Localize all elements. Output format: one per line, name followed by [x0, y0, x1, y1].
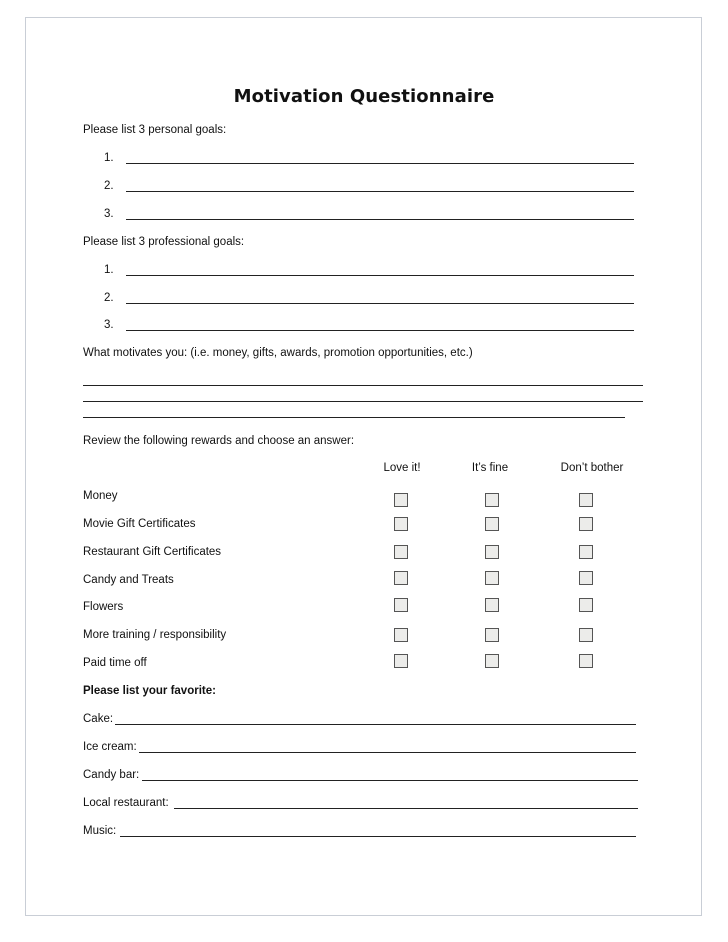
- personal-goals-prompt: Please list 3 personal goals:: [83, 124, 227, 136]
- its-fine-checkbox[interactable]: [485, 517, 499, 531]
- love-it-checkbox[interactable]: [394, 571, 408, 585]
- love-it-checkbox[interactable]: [394, 654, 408, 668]
- reward-row-label: Flowers: [83, 601, 124, 613]
- professional-goal-3-line[interactable]: [126, 330, 634, 331]
- its-fine-checkbox[interactable]: [485, 628, 499, 642]
- page-title: Motivation Questionnaire: [233, 86, 495, 107]
- its-fine-checkbox[interactable]: [485, 598, 499, 612]
- favorite-cake-line[interactable]: [115, 724, 636, 725]
- dont-bother-checkbox[interactable]: [579, 654, 593, 668]
- its-fine-checkbox[interactable]: [485, 571, 499, 585]
- reward-row-label: Candy and Treats: [83, 574, 174, 586]
- column-header-love-it: Love it!: [383, 462, 421, 474]
- favorites-heading: Please list your favorite:: [83, 685, 216, 697]
- personal-goal-3-line[interactable]: [126, 219, 634, 220]
- column-header-its-fine: It’s fine: [471, 462, 509, 474]
- its-fine-checkbox[interactable]: [485, 493, 499, 507]
- love-it-checkbox[interactable]: [394, 493, 408, 507]
- reward-row-label: Restaurant Gift Certificates: [83, 546, 222, 558]
- professional-goal-number: 1.: [104, 264, 114, 276]
- professional-goals-prompt: Please list 3 professional goals:: [83, 236, 245, 248]
- reward-row-label: Movie Gift Certificates: [83, 518, 196, 530]
- reward-row-label: Paid time off: [83, 657, 147, 669]
- favorite-label-ice-cream: Ice cream:: [83, 741, 137, 753]
- its-fine-checkbox[interactable]: [485, 654, 499, 668]
- motivates-prompt: What motivates you: (i.e. money, gifts, awards, promotion opportunities, etc.): [83, 347, 473, 359]
- motivates-answer-line-2[interactable]: [83, 401, 643, 402]
- motivates-answer-line-3[interactable]: [83, 417, 625, 418]
- dont-bother-checkbox[interactable]: [579, 517, 593, 531]
- favorite-music-line[interactable]: [120, 836, 636, 837]
- love-it-checkbox[interactable]: [394, 545, 408, 559]
- favorite-label-music: Music:: [83, 825, 117, 837]
- favorite-label-cake: Cake:: [83, 713, 114, 725]
- favorite-local-restaurant-line[interactable]: [174, 808, 638, 809]
- personal-goal-1-line[interactable]: [126, 163, 634, 164]
- dont-bother-checkbox[interactable]: [579, 493, 593, 507]
- professional-goal-2-line[interactable]: [126, 303, 634, 304]
- love-it-checkbox[interactable]: [394, 598, 408, 612]
- its-fine-checkbox[interactable]: [485, 545, 499, 559]
- reward-row-label: More training / responsibility: [83, 629, 227, 641]
- dont-bother-checkbox[interactable]: [579, 628, 593, 642]
- favorite-label-local-restaurant: Local restaurant:: [83, 797, 169, 809]
- reward-row-label: Money: [83, 490, 118, 502]
- personal-goal-number: 3.: [104, 208, 114, 220]
- favorite-candy-bar-line[interactable]: [142, 780, 638, 781]
- personal-goal-number: 1.: [104, 152, 114, 164]
- personal-goal-number: 2.: [104, 180, 114, 192]
- professional-goal-1-line[interactable]: [126, 275, 634, 276]
- favorite-ice-cream-line[interactable]: [139, 752, 636, 753]
- love-it-checkbox[interactable]: [394, 628, 408, 642]
- love-it-checkbox[interactable]: [394, 517, 408, 531]
- dont-bother-checkbox[interactable]: [579, 571, 593, 585]
- professional-goal-number: 3.: [104, 319, 114, 331]
- dont-bother-checkbox[interactable]: [579, 598, 593, 612]
- motivates-answer-line-1[interactable]: [83, 385, 643, 386]
- personal-goal-2-line[interactable]: [126, 191, 634, 192]
- column-header-dont-bother: Don’t bother: [560, 462, 624, 474]
- professional-goal-number: 2.: [104, 292, 114, 304]
- dont-bother-checkbox[interactable]: [579, 545, 593, 559]
- favorite-label-candy-bar: Candy bar:: [83, 769, 140, 781]
- rewards-prompt: Review the following rewards and choose an answer:: [83, 435, 355, 447]
